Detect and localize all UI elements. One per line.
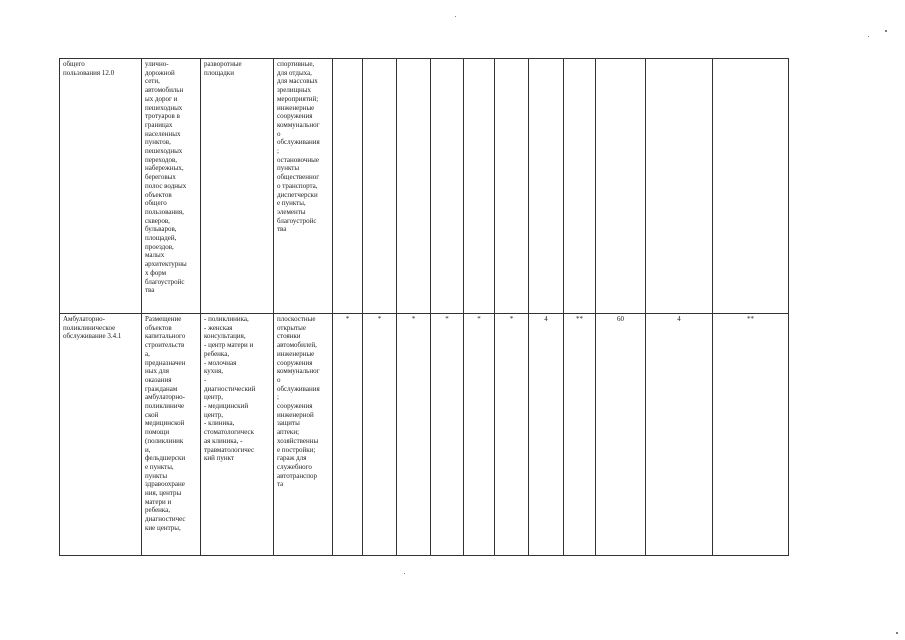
param-mark-cell xyxy=(397,59,431,314)
param-mark-cell xyxy=(431,59,464,314)
scan-speck xyxy=(868,36,869,37)
param-value-cell xyxy=(646,59,713,314)
scan-speck xyxy=(885,30,887,32)
param-value-cell xyxy=(564,59,596,314)
param-mark-cell: * xyxy=(431,314,464,556)
param-value-cell xyxy=(529,59,564,314)
param-mark-cell: * xyxy=(333,314,363,556)
scan-speck xyxy=(404,573,405,574)
land-use-table xyxy=(59,58,789,556)
param-value-cell: ** xyxy=(564,314,596,556)
land-use-description-cell: улично- дорожной сети, автомобильн ых дорог и пешеходных тротуаров в границах населенных пунктов, пешеходных переходов, набережных, береговых полос водных объектов общего пользования, скверов, бульваров, площадей, проездов, малых архитектурны х форм благоустройс тва xyxy=(142,59,201,314)
param-mark-cell xyxy=(333,59,363,314)
permitted-objects-cell: - поликлиника, - женская консультация, - центр матери и ребенка, - молочная кухня, - диагностический центр, - медицинский центр, - клиника, стоматологическ ая клиника, - травматологичес кий пункт xyxy=(201,314,274,556)
param-value-cell xyxy=(713,59,789,314)
param-mark-cell xyxy=(495,59,529,314)
param-mark-cell xyxy=(363,59,397,314)
land-use-description-cell: Размещение объектов капитального строительств а, предназначен ных для оказания гражданам амбулаторно- поликлиниче ской медицинской помощи (поликлиник и, фельдшерски е пункты, пункты здравоохране ния, центры матери и ребенка, диагностичес кие центры, xyxy=(142,314,201,556)
auxiliary-uses-cell: плоскостные открытые стоянки автомобилей, инженерные сооружения коммунальног о обслуживания ; сооружения инженерной защиты аптеки; хозяйственны е постройки; гараж для служебного автотранспор та xyxy=(274,314,333,556)
param-value-cell: 4 xyxy=(646,314,713,556)
param-mark-cell: * xyxy=(363,314,397,556)
param-value-cell xyxy=(596,59,646,314)
table-row xyxy=(60,59,789,314)
permitted-objects-cell: разворотные площадки xyxy=(201,59,274,314)
param-value-cell: 4 xyxy=(529,314,564,556)
param-mark-cell: * xyxy=(495,314,529,556)
param-value-cell: 60 xyxy=(596,314,646,556)
land-use-name-cell: общего пользования 12.0 xyxy=(60,59,142,314)
auxiliary-uses-cell: спортивные, для отдыха, для массовых зрелищных мероприятий; инженерные сооружения коммунальног о обслуживания ; остановочные пункты общественног о транспорта, диспетчерски е пункты, элементы благоустройс тва xyxy=(274,59,333,314)
param-mark-cell: * xyxy=(464,314,495,556)
scan-speck xyxy=(455,16,456,17)
param-mark-cell xyxy=(464,59,495,314)
scan-speck xyxy=(896,632,898,634)
param-mark-cell: * xyxy=(397,314,431,556)
land-use-name-cell: Амбулаторно- поликлиническое обслуживание 3.4.1 xyxy=(60,314,142,556)
table-row xyxy=(60,314,789,556)
param-value-cell: ** xyxy=(713,314,789,556)
